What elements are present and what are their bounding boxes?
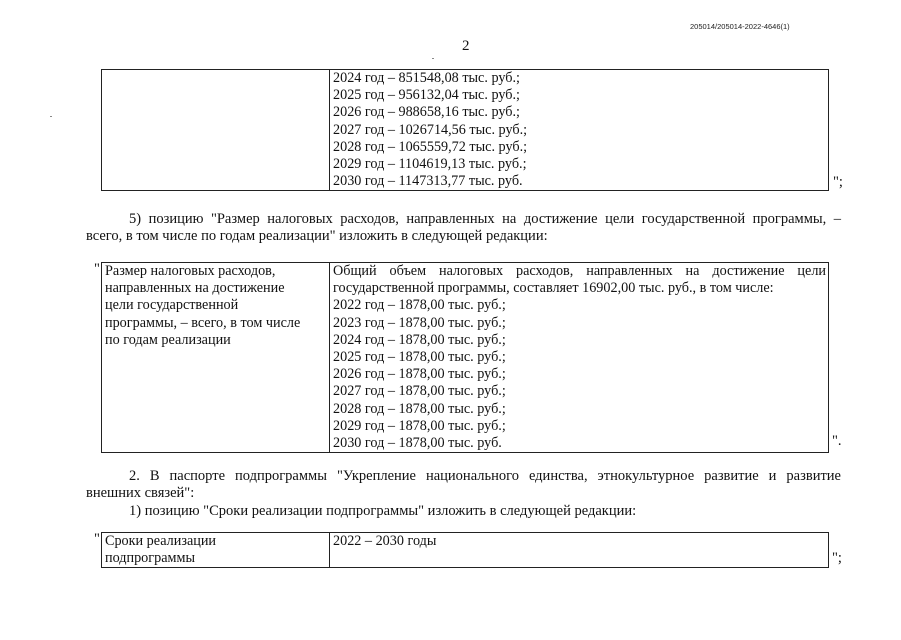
terms-value-cell [330,533,829,568]
item-5-paragraph [86,211,841,245]
year-line: 2029 год – 1878,00 тыс. руб.; [333,417,506,434]
tax-expenditures-value-cell [330,263,829,453]
opening-quote: " [94,531,100,547]
subprogram-terms-table [101,532,829,568]
label-line: цели государственной [105,297,239,314]
document-id: 205014/205014-2022-4646(1) [690,22,790,31]
year-line: 2029 год – 1104619,13 тыс. руб.; [333,156,527,173]
year-line: 2023 год – 1878,00 тыс. руб.; [333,314,506,331]
item-1-paragraph [86,503,841,520]
closing-quote: ". [832,433,842,449]
page-number: 2 [462,38,470,54]
label-line: подпрограммы [105,550,195,567]
funding-by-year-cell [330,70,829,191]
scan-speck [50,116,52,117]
terms-value: 2022 – 2030 годы [333,533,437,549]
year-line: 2027 год – 1026714,56 тыс. руб.; [333,121,528,138]
section-2-line-1: 2. В паспорте подпрограммы "Укрепление национального единства, этнокультурное развитие и развитие [129,468,841,484]
total-intro-line-1: Общий объем налоговых расходов, направленных на достижение цели [333,263,826,279]
section-2-paragraph [86,468,841,502]
year-line: 2028 год – 1878,00 тыс. руб.; [333,400,506,417]
funding-table-continued [101,69,829,191]
scan-speck [432,58,434,59]
year-line: 2028 год – 1065559,72 тыс. руб.; [333,138,528,155]
label-line: Сроки реализации [105,533,217,549]
label-line: Размер налоговых расходов, [105,263,276,279]
year-line: 2025 год – 1878,00 тыс. руб.; [333,349,506,366]
label-line: направленных на достижение [105,280,285,297]
section-2-line-2: внешних связей": [86,485,195,501]
left-cell-empty [102,70,330,191]
year-line: 2026 год – 1878,00 тыс. руб.; [333,366,506,383]
year-line: 2026 год – 988658,16 тыс. руб.; [333,104,520,121]
year-line: 2022 год – 1878,00 тыс. руб.; [333,297,506,314]
year-line: 2024 год – 851548,08 тыс. руб.; [333,70,520,86]
year-line: 2027 год – 1878,00 тыс. руб.; [333,383,506,400]
year-line: 2024 год – 1878,00 тыс. руб.; [333,331,506,348]
item-5-line-2: всего, в том числе по годам реализации" изложить в следующей редакции: [86,228,548,244]
total-intro-line-2: государственной программы, составляет 16902,00 тыс. руб., в том числе: [333,280,774,297]
item-1-line: 1) позицию "Сроки реализации подпрограммы" изложить в следующей редакции: [129,503,637,519]
closing-quote: "; [832,550,842,566]
year-line: 2030 год – 1878,00 тыс. руб. [333,435,502,452]
tax-expenditures-table [101,262,829,453]
tax-expenditures-label-cell [102,263,330,453]
terms-label-cell [102,533,330,568]
label-line: программы, – всего, в том числе [105,314,301,331]
closing-quote: "; [833,174,843,190]
year-line: 2025 год – 956132,04 тыс. руб.; [333,87,520,104]
opening-quote: " [94,261,100,277]
item-5-line-1: 5) позицию "Размер налоговых расходов, направленных на достижение цели государственной программы, – [129,211,841,227]
year-line: 2030 год – 1147313,77 тыс. руб. [333,173,523,190]
label-line: по годам реализации [105,331,231,348]
